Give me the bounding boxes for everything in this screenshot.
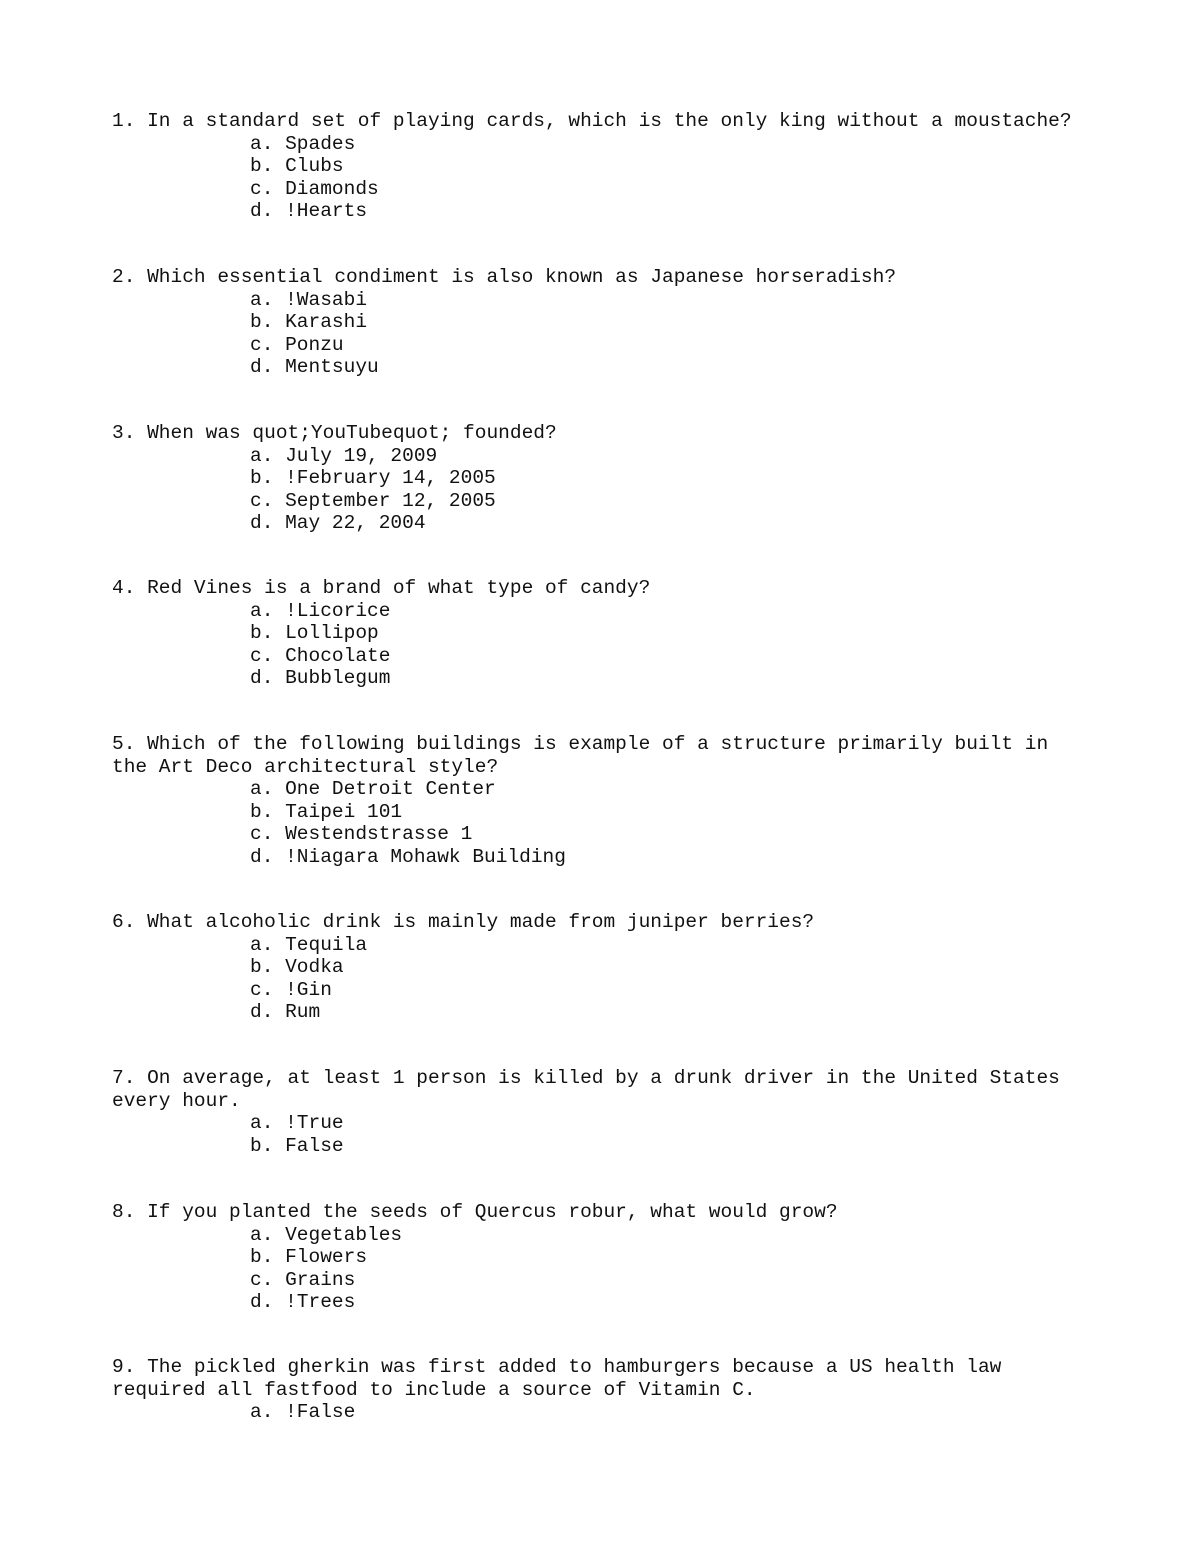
question-block (112, 911, 1092, 1024)
answer-option: b. Clubs (250, 155, 344, 177)
answer-option: b. Flowers (250, 1246, 368, 1268)
answer-option: d. Bubblegum (250, 667, 391, 689)
answer-option: a. !Licorice (250, 599, 391, 622)
answer-option: a. !False (250, 1401, 356, 1423)
answer-option: c. Westendstrasse 1 (250, 823, 473, 845)
answer-option: d. Mentsuyu (250, 356, 379, 378)
answer-option: b. Lollipop (250, 622, 379, 644)
question-text: the Art Deco architectural style? (112, 755, 499, 778)
answer-option: c. Chocolate (250, 644, 391, 667)
answer-option: d. !Trees (250, 1291, 356, 1313)
answer-option: b. False (250, 1134, 344, 1157)
answer-option: d. May 22, 2004 (250, 512, 426, 534)
answer-option: c. !Gin (250, 978, 332, 1001)
question-block (112, 1201, 1092, 1314)
answer-option: b. Vodka (250, 956, 344, 978)
answer-option: c. September 12, 2005 (250, 489, 496, 512)
answer-option: b. !February 14, 2005 (250, 467, 496, 489)
answer-option: b. Taipei 101 (250, 800, 403, 823)
question-text: 8. If you planted the seeds of Quercus robur, what would grow? (112, 1201, 838, 1223)
question-text: 7. On average, at least 1 person is killed by a drunk driver in the United States (112, 1067, 1060, 1089)
question-block (112, 110, 1092, 223)
answer-option: c. Diamonds (250, 177, 379, 200)
question-text: 2. Which essential condiment is also known as Japanese horseradish? (112, 266, 897, 288)
answer-option: b. Karashi (250, 311, 368, 333)
answer-option: a. !Wasabi (250, 288, 368, 311)
question-block (112, 733, 1092, 868)
answer-option: a. July 19, 2009 (250, 444, 438, 467)
question-text: 1. In a standard set of playing cards, which is the only king without a moustache? (112, 110, 1072, 132)
answer-option: c. Ponzu (250, 333, 344, 356)
question-text: required all fastfood to include a source of Vitamin C. (112, 1378, 756, 1401)
question-text: 4. Red Vines is a brand of what type of candy? (112, 577, 651, 599)
answer-option: a. !True (250, 1112, 344, 1134)
answer-option: c. Grains (250, 1268, 356, 1291)
answer-option: a. One Detroit Center (250, 778, 496, 800)
question-text: every hour. (112, 1089, 241, 1112)
question-block (112, 1356, 1092, 1424)
question-text: 3. When was quot;YouTubequot; founded? (112, 422, 557, 444)
question-text: 5. Which of the following buildings is example of a structure primarily built in (112, 733, 1049, 755)
answer-option: d. Rum (250, 1001, 321, 1023)
question-text: 6. What alcoholic drink is mainly made from juniper berries? (112, 911, 815, 933)
answer-option: d. !Hearts (250, 200, 368, 222)
question-block (112, 1067, 1092, 1157)
answer-option: a. Vegetables (250, 1223, 403, 1246)
answer-option: a. Spades (250, 132, 356, 155)
answer-option: d. !Niagara Mohawk Building (250, 845, 566, 868)
answer-option: a. Tequila (250, 933, 368, 956)
question-block (112, 266, 1092, 379)
question-block (112, 422, 1092, 535)
question-block (112, 577, 1092, 690)
question-text: 9. The pickled gherkin was first added to hamburgers because a US health law (112, 1356, 1002, 1378)
